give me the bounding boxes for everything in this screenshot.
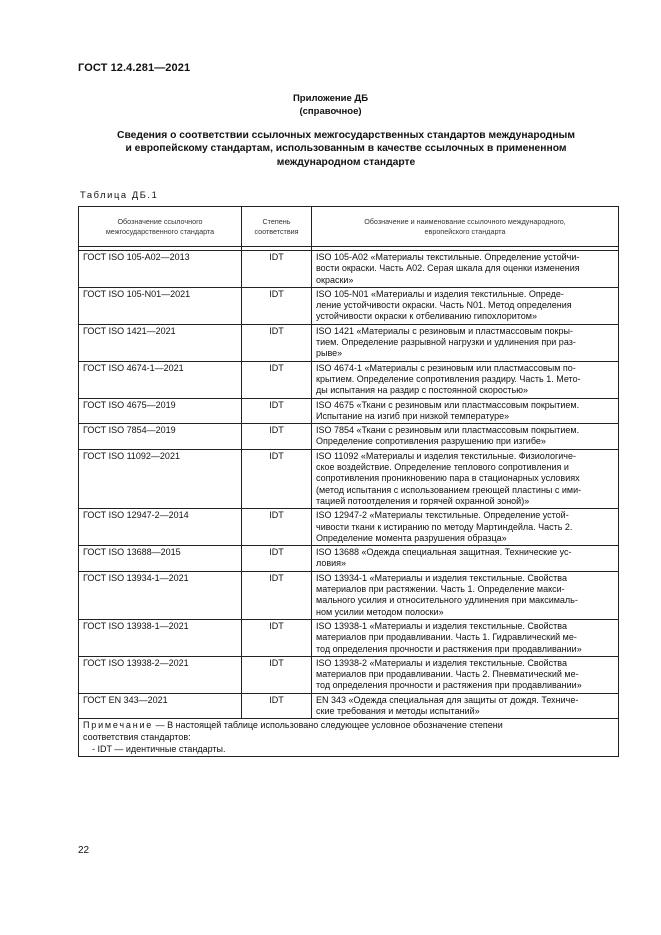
cell-line: ISO 13938-2 «Материалы и изделия текстильные. Свойства <box>316 657 567 668</box>
cell-line: Определение момента разрушения образца» <box>316 532 507 543</box>
table-row <box>79 449 619 508</box>
cell-line: ном усилии методом полоски» <box>316 606 444 617</box>
cell-line: ды испытания на раздир с постоянной скоростью» <box>316 385 528 396</box>
standard-cell: ГОСТ ISO 4675—2019 <box>79 398 242 424</box>
header-text: соответствия <box>254 226 299 236</box>
table-row <box>79 619 619 656</box>
cell-line: ISO 13688 «Одежда специальная защитная. Технические ус- <box>316 547 572 558</box>
standard-cell: ГОСТ ISO 11092—2021 <box>79 449 242 508</box>
standard-cell: ГОСТ ISO 13938-2—2021 <box>79 656 242 693</box>
cell-line: ISO 4675 «Ткани с резиновым или пластмассовым покрытием. <box>316 399 580 410</box>
international-standard-cell <box>312 398 619 424</box>
degree-cell: IDT <box>242 398 312 424</box>
cell-line: ловия» <box>316 558 347 569</box>
header-text: Степень <box>262 216 291 226</box>
cell-line: чивости ткани к истиранию по методу Мартиндейла. Часть 2. <box>316 521 573 532</box>
standard-cell: ГОСТ ISO 1421—2021 <box>79 324 242 361</box>
header-text: европейского стандарта <box>424 226 506 236</box>
header-cell-standard <box>79 207 242 247</box>
standard-cell: ГОСТ ISO 13934-1—2021 <box>79 571 242 619</box>
cell-line: окраски» <box>316 274 354 285</box>
standard-cell: ГОСТ ISO 105-A02—2013 <box>79 251 242 288</box>
table-row <box>79 251 619 288</box>
cell-line: тием. Определение разрывной нагрузки и удлинения при раз- <box>316 337 576 348</box>
appendix-heading <box>96 129 596 169</box>
cell-line: сопротивления проникновению пара в стационарных условиях <box>316 473 580 484</box>
international-standard-cell <box>312 546 619 572</box>
standard-cell: ГОСТ ISO 105-N01—2021 <box>79 287 242 324</box>
cell-line: ISO 7854 «Ткани с резиновым или пластмассовым покрытием. <box>316 425 580 436</box>
international-standard-cell <box>312 251 619 288</box>
table-row <box>79 656 619 693</box>
degree-cell: IDT <box>242 656 312 693</box>
degree-cell: IDT <box>242 287 312 324</box>
cell-line: ISO 105-A02 «Материалы текстильные. Определение устойчи- <box>316 252 580 262</box>
international-standard-cell <box>312 571 619 619</box>
cell-line: ISO 11092 «Материалы и изделия текстильные. Физиологиче- <box>316 450 576 461</box>
correspondence-table <box>78 206 619 757</box>
international-standard-cell <box>312 619 619 656</box>
cell-line: тод определения прочности и растяжения при продавливании» <box>316 680 582 691</box>
table-row <box>79 571 619 619</box>
note-line-2: соответствия стандартов: <box>83 731 191 742</box>
cell-line: (метод испытания с использованием греющей пластины с ими- <box>316 484 582 495</box>
cell-line: ISO 1421 «Материалы с резиновым и пластмассовым покры- <box>316 325 573 336</box>
note-line-1: — В настоящей таблице использовано следующее условное обозначение степени <box>153 720 503 731</box>
cell-line: материалов при растяжении. Часть 1. Определение макси- <box>316 584 565 595</box>
degree-cell: IDT <box>242 424 312 450</box>
note-label: Примечание <box>83 720 154 731</box>
standard-cell: ГОСТ EN 343—2021 <box>79 693 242 719</box>
degree-cell: IDT <box>242 619 312 656</box>
heading-line: и европейскому стандартам, использованным в качестве ссылочных в примененном <box>125 143 567 155</box>
international-standard-cell <box>312 424 619 450</box>
cell-line: крытием. Определение сопротивления раздиру. Часть 1. Мето- <box>316 373 581 384</box>
page-number: 22 <box>78 845 90 856</box>
table-note <box>79 719 619 757</box>
table-row <box>79 509 619 546</box>
cell-line: рыве» <box>316 348 343 359</box>
degree-cell: IDT <box>242 546 312 572</box>
header-cell-degree <box>242 207 312 247</box>
cell-line: устойчивости окраски к отбеливанию гипохлоритом» <box>316 311 537 322</box>
international-standard-cell <box>312 656 619 693</box>
table-caption: Таблица ДБ.1 <box>80 190 159 200</box>
degree-cell: IDT <box>242 693 312 719</box>
header-text: Обозначение и наименование ссылочного международного, <box>364 216 566 226</box>
standard-cell: ГОСТ ISO 7854—2019 <box>79 424 242 450</box>
cell-line: тод определения прочности и растяжения при продавливании» <box>316 643 582 654</box>
table-row <box>79 546 619 572</box>
table-row <box>79 424 619 450</box>
table-header-row <box>79 207 619 247</box>
international-standard-cell <box>312 449 619 508</box>
cell-line: ское воздействие. Определение теплового сопротивления и <box>316 462 569 473</box>
cell-line: ISO 13938-1 «Материалы и изделия текстильные. Свойства <box>316 620 567 631</box>
cell-line: вости окраски. Часть A02. Серая шкала для оценки изменения <box>316 263 580 274</box>
cell-line: мального усилия и относительного удлинения при максималь- <box>316 595 578 606</box>
international-standard-cell <box>312 361 619 398</box>
table-row <box>79 361 619 398</box>
degree-cell: IDT <box>242 509 312 546</box>
standard-cell: ГОСТ ISO 12947-2—2014 <box>79 509 242 546</box>
note-row <box>79 719 619 757</box>
cell-line: ISO 105-N01 «Материалы и изделия текстильные. Опреде- <box>316 288 564 299</box>
table-row <box>79 398 619 424</box>
cell-line: ISO 13934-1 «Материалы и изделия текстильные. Свойства <box>316 572 567 583</box>
cell-line: ские требования и методы испытаний» <box>316 705 480 716</box>
standard-cell: ГОСТ ISO 4674-1—2021 <box>79 361 242 398</box>
standard-cell: ГОСТ ISO 13938-1—2021 <box>79 619 242 656</box>
header-text: межгосударственного стандарта <box>105 226 215 236</box>
degree-cell: IDT <box>242 361 312 398</box>
header-cell-international <box>312 207 619 247</box>
international-standard-cell <box>312 324 619 361</box>
cell-line: Определение сопротивления разрушению при изгибе» <box>316 436 546 447</box>
table-row <box>79 287 619 324</box>
degree-cell: IDT <box>242 571 312 619</box>
degree-cell: IDT <box>242 449 312 508</box>
heading-line: международном стандарте <box>276 156 416 168</box>
international-standard-cell <box>312 287 619 324</box>
cell-line: EN 343 «Одежда специальная для защиты от дождя. Техниче- <box>316 694 579 705</box>
cell-line: материалов при продавливании. Часть 2. Пневматический ме- <box>316 669 579 680</box>
note-text <box>83 720 614 731</box>
document-id: ГОСТ 12.4.281—2021 <box>78 62 191 74</box>
table-row <box>79 324 619 361</box>
cell-line: ISO 12947-2 «Материалы текстильные. Определение устой- <box>316 510 569 521</box>
cell-line: материалов при продавливании. Часть 1. Гидравлический ме- <box>316 632 577 643</box>
appendix-title: Приложение ДБ <box>292 93 369 104</box>
degree-cell: IDT <box>242 251 312 288</box>
table-row <box>79 693 619 719</box>
cell-line: ISO 4674-1 «Материалы с резиновым или пластмассовым по- <box>316 362 576 373</box>
cell-line: тацией потоотделения и горячей охранной зоной)» <box>316 495 530 506</box>
cell-line: ление устойчивости окраски. Часть N01. Метод определения <box>316 300 572 311</box>
appendix-subtitle: (справочное) <box>299 106 362 117</box>
cell-line: Испытание на изгиб при низкой температуре» <box>316 410 510 421</box>
degree-cell: IDT <box>242 324 312 361</box>
international-standard-cell <box>312 693 619 719</box>
header-text: Обозначение ссылочного <box>117 216 203 226</box>
standard-cell: ГОСТ ISO 13688—2015 <box>79 546 242 572</box>
note-item: - IDT — идентичные стандарты. <box>92 743 226 754</box>
heading-line: Сведения о соответствии ссылочных межгосударственных стандартов международным <box>117 130 575 141</box>
international-standard-cell <box>312 509 619 546</box>
